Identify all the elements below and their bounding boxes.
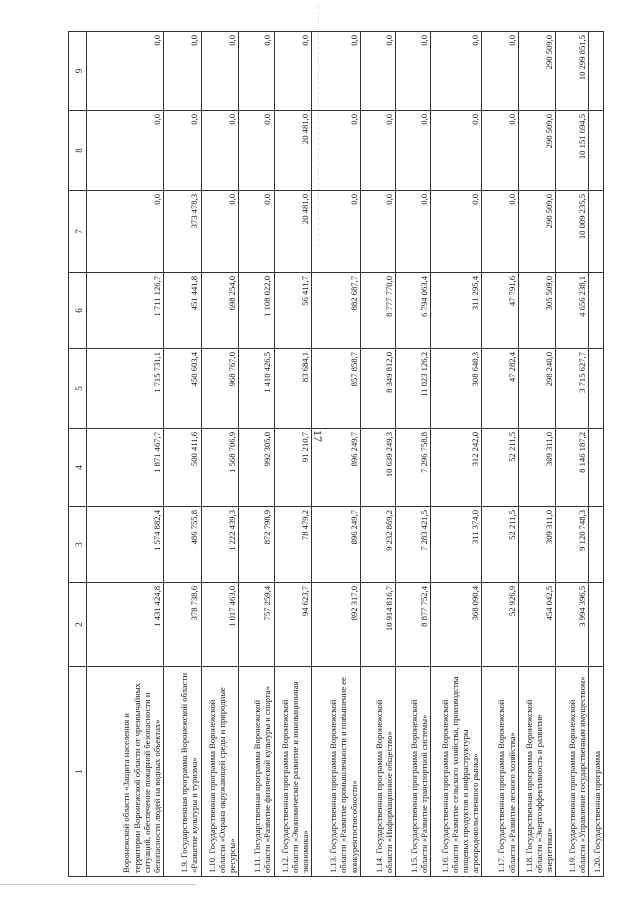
value-cell: 52 211,5 — [482, 507, 518, 583]
value-cell: 52 926,9 — [482, 583, 518, 667]
value-cell: 9 120 748,3 — [556, 507, 589, 583]
value-cell — [589, 507, 604, 583]
value-cell: 308 640,3 — [431, 349, 482, 429]
program-name-cell: 1.12. Государственная программа Воронежской области «Экономическое развитие и инновационная экономика» — [274, 667, 312, 877]
value-cell: 1 568 706,9 — [201, 429, 239, 507]
value-cell: 47 791,6 — [482, 273, 518, 349]
value-cell: 0,0 — [239, 32, 274, 111]
value-cell: 0,0 — [201, 111, 239, 191]
value-cell: 4 656 238,1 — [556, 273, 589, 349]
value-cell: 8 146 187,2 — [556, 429, 589, 507]
value-cell — [589, 349, 604, 429]
value-cell: 8 777 770,0 — [360, 273, 395, 349]
value-cell: 7 296 758,8 — [396, 429, 431, 507]
table-row — [396, 32, 431, 877]
value-cell: 857 858,7 — [312, 349, 361, 429]
value-cell: 698 254,0 — [201, 273, 239, 349]
value-cell: 0,0 — [482, 111, 518, 191]
value-cell: 1 222 439,3 — [201, 507, 239, 583]
value-cell: 373 478,3 — [164, 191, 202, 273]
table-row — [518, 32, 556, 877]
value-cell: 91 210,7 — [274, 429, 312, 507]
column-header: 9 — [69, 32, 87, 111]
table-row — [86, 32, 163, 877]
value-cell: 1 871 467,7 — [86, 429, 163, 507]
value-cell: 0,0 — [431, 111, 482, 191]
value-cell: 0,0 — [201, 191, 239, 273]
value-cell: 1 410 426,5 — [239, 349, 274, 429]
table-row — [360, 32, 395, 877]
value-cell: 20 481,0 — [274, 191, 312, 273]
value-cell: 1 711 126,7 — [86, 273, 163, 349]
value-cell: 3 994 396,5 — [556, 583, 589, 667]
value-cell: 0,0 — [86, 191, 163, 273]
value-cell: 757 259,4 — [239, 583, 274, 667]
value-cell: 10 299 851,5 — [556, 32, 589, 111]
value-cell: 7 283 421,5 — [396, 507, 431, 583]
value-cell: 0,0 — [86, 32, 163, 111]
value-cell: 0,0 — [482, 32, 518, 111]
value-cell: 0,0 — [164, 32, 202, 111]
value-cell: 1 715 731,1 — [86, 349, 163, 429]
program-name-cell: 1.11. Государственная программа Воронежской области «Развитие физической культуры и спорта» — [239, 667, 274, 877]
program-name-cell: 1.13. Государственная программа Воронежской области «Развитие промышленности и повышение ее конкурентоспособности» — [312, 667, 361, 877]
column-header: 1 — [69, 667, 87, 877]
value-cell: 0,0 — [312, 32, 361, 111]
value-cell: 0,0 — [396, 32, 431, 111]
table-row — [201, 32, 239, 877]
value-cell: 298 240,0 — [518, 349, 556, 429]
value-cell: 378 738,6 — [164, 583, 202, 667]
value-cell: 47 282,4 — [482, 349, 518, 429]
program-name-cell: 1.18. Государственная программа Воронежской области «Энергоэффективность и развитие энергетики» — [518, 667, 556, 877]
value-cell: 3 715 627,7 — [556, 349, 589, 429]
value-cell: 20 481,0 — [274, 111, 312, 191]
table-row — [164, 32, 202, 877]
value-cell: 10 009 235,5 — [556, 191, 589, 273]
value-cell: 290 509,0 — [518, 111, 556, 191]
value-cell: 992 305,0 — [239, 429, 274, 507]
value-cell: 896 249,7 — [312, 429, 361, 507]
value-cell: 1 108 022,0 — [239, 273, 274, 349]
value-cell: 11 023 126,2 — [396, 349, 431, 429]
table-row — [556, 32, 589, 877]
value-cell: 896 249,7 — [312, 507, 361, 583]
value-cell — [589, 111, 604, 191]
value-cell: 968 767,0 — [201, 349, 239, 429]
value-cell — [589, 32, 604, 111]
value-cell: 0,0 — [164, 111, 202, 191]
column-header: 2 — [69, 583, 87, 667]
value-cell: 451 441,8 — [164, 273, 202, 349]
value-cell: 6 794 063,4 — [396, 273, 431, 349]
value-cell: 311 295,4 — [431, 273, 482, 349]
value-cell: 8 349 812,0 — [360, 349, 395, 429]
table-row — [312, 32, 361, 877]
value-cell: 52 211,5 — [482, 429, 518, 507]
value-cell: 0,0 — [396, 111, 431, 191]
page-number: 17 — [311, 430, 325, 442]
value-cell: 312 242,0 — [431, 429, 482, 507]
table-row — [482, 32, 518, 877]
table-rotated-wrapper — [68, 32, 604, 877]
value-cell: 94 623,7 — [274, 583, 312, 667]
value-cell: 0,0 — [86, 111, 163, 191]
program-name-cell: 1.9. Государственная программа Воронежской области «Развитие культуры и туризма» — [164, 667, 202, 877]
value-cell: 10 151 694,5 — [556, 111, 589, 191]
value-cell — [589, 583, 604, 667]
value-cell — [589, 429, 604, 507]
value-cell: 0,0 — [396, 191, 431, 273]
column-header: 3 — [69, 507, 87, 583]
program-name-cell: 1.14. Государственная программа Воронежской области «Информационное общество» — [360, 667, 395, 877]
document-sheet — [68, 32, 604, 877]
value-cell: 1 574 882,4 — [86, 507, 163, 583]
value-cell: 10 914 816,7 — [360, 583, 395, 667]
value-cell — [589, 273, 604, 349]
value-cell: 83 684,1 — [274, 349, 312, 429]
column-header: 8 — [69, 111, 87, 191]
value-cell: 0,0 — [312, 191, 361, 273]
value-cell: 0,0 — [431, 32, 482, 111]
column-header: 4 — [69, 429, 87, 507]
value-cell: 1 431 424,8 — [86, 583, 163, 667]
value-cell: 0,0 — [360, 111, 395, 191]
value-cell: 486 755,8 — [164, 507, 202, 583]
value-cell: 8 877 752,4 — [396, 583, 431, 667]
value-cell: 305 509,0 — [518, 273, 556, 349]
program-name-cell: Воронежской области «Защита населения и территории Воронежской области от чрезвычайных ситуаций, обеспечение пожарной безопасности и безопасности людей на водных объектах» — [86, 667, 163, 877]
footer-rule — [0, 884, 196, 885]
value-cell: 9 232 869,2 — [360, 507, 395, 583]
value-cell: 500 411,6 — [164, 429, 202, 507]
program-name-cell: 1.17. Государственная программа Воронежской области «Развитие лесного хозяйства» — [482, 667, 518, 877]
value-cell: 0,0 — [360, 191, 395, 273]
value-cell: 0,0 — [312, 111, 361, 191]
table-row — [589, 32, 604, 877]
value-cell: 872 798,9 — [239, 507, 274, 583]
column-header: 6 — [69, 273, 87, 349]
value-cell: 0,0 — [482, 191, 518, 273]
value-cell: 290 509,0 — [518, 32, 556, 111]
value-cell: 882 687,7 — [312, 273, 361, 349]
value-cell: 0,0 — [360, 32, 395, 111]
value-cell: 10 639 249,3 — [360, 429, 395, 507]
value-cell: 0,0 — [239, 191, 274, 273]
header-row — [69, 32, 87, 877]
value-cell: 892 317,0 — [312, 583, 361, 667]
value-cell: 0,0 — [431, 191, 482, 273]
value-cell: 0,0 — [239, 111, 274, 191]
value-cell: 311 374,0 — [431, 507, 482, 583]
value-cell: 1 017 463,0 — [201, 583, 239, 667]
table-row — [431, 32, 482, 877]
program-name-cell: 1.10. Государственная программа Воронежской области «Охрана окружающей среды и природные ресурсы» — [201, 667, 239, 877]
value-cell: 454 042,5 — [518, 583, 556, 667]
program-name-cell: 1.15. Государственная программа Воронежской области «Развитие транспортной системы» — [396, 667, 431, 877]
value-cell: 450 603,4 — [164, 349, 202, 429]
value-cell: 290 509,0 — [518, 191, 556, 273]
value-cell: 78 479,2 — [274, 507, 312, 583]
value-cell: 0,0 — [201, 32, 239, 111]
table-row — [239, 32, 274, 877]
budget-table — [68, 31, 604, 877]
value-cell: 309 311,0 — [518, 429, 556, 507]
value-cell: 56 411,7 — [274, 273, 312, 349]
column-header: 7 — [69, 191, 87, 273]
column-header: 5 — [69, 349, 87, 429]
value-cell: 368 090,4 — [431, 583, 482, 667]
value-cell: 0,0 — [274, 32, 312, 111]
program-name-cell: 1.16. Государственная программа Воронежской области «Развитие сельского хозяйства, производства пищевых продуктов и инфраструктуры агропродовольственного рынка» — [431, 667, 482, 877]
value-cell — [589, 191, 604, 273]
table-row — [274, 32, 312, 877]
program-name-cell: 1.19. Государственная программа Воронежской области «Управление государственным имуществом» — [556, 667, 589, 877]
program-name-cell: 1.20. Государственная программа — [589, 667, 604, 877]
value-cell: 309 311,0 — [518, 507, 556, 583]
